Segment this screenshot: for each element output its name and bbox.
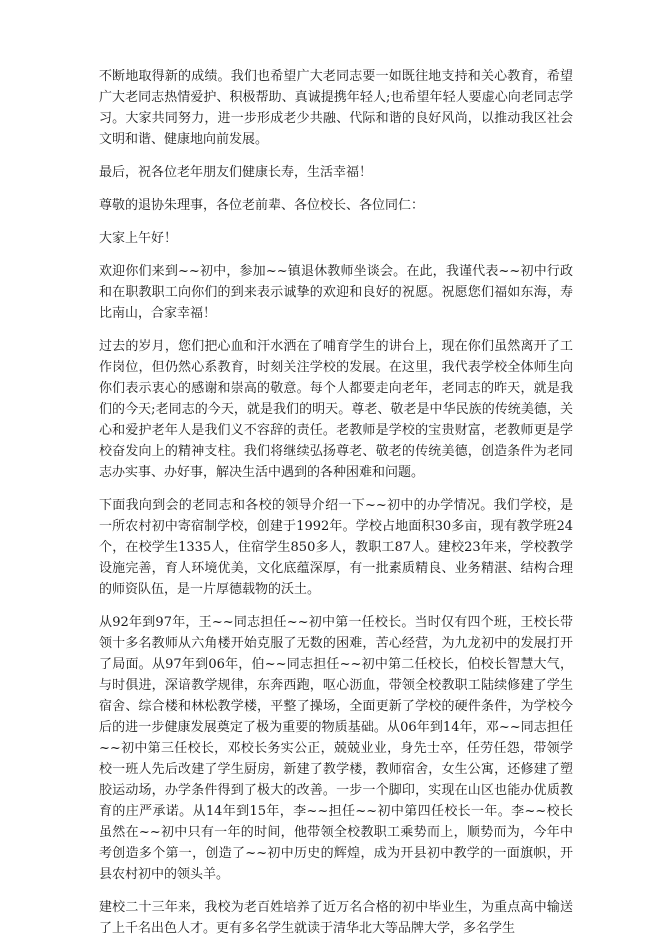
paragraph-principals-history: 从92年到97年，王~~同志担任~~初中第一任校长。当时仅有四个班，王校长带领十多名教师从六角楼开始克服了无数的困难，苦心经营，为九龙初中的发展打开了局面。从97年到06年，伯~~同志担任~~初中第二任校长，伯校长智慧大气，与时俱进，深谙教学规律，东奔西跑，呕心沥血，带领全校教职工陆续修建了学生宿舍、综合楼和林松教学楼，平整了操场，全面更新了学校的硬件条件，为学校今后的进一步健康发展奠定了极为重要的物质基础。从06年到14年，邓~~同志担任~~初中第三任校长，邓校长务实公正，兢兢业业，身先士卒，任劳任怨，带领学校一班人先后改建了学生厨房，新建了教学楼，教师宿舍，女生公寓，还修建了塑胶运动场，办学条件得到了极大的改善。一步一个脚印，实现在山区也能办优质教育的庄严承诺。从14年到15年，李~~担任~~初中第四任校长一年。李~~校长虽然在~~初中只有一年的时间，他带领全校教职工乘势而上，顺势而为，今年中考创造多个第一，创造了~~初中历史的辉煌，成为开县初中教学的一面旗帜，开县农村初中的领头羊。 — [99, 615, 573, 882]
paragraph-closing-hopes: 不断地取得新的成绩。我们也希望广大老同志要一如既往地支持和关心教育，希望广大老同志热情爱护、积极帮助、真诚提携年轻人;也希望年轻人要虚心向老同志学习。大家共同努力，进一步形成老少共融、代际和谐的良好风尚，以推动我区社会文明和谐、健康地向前发展。 — [99, 69, 573, 147]
paragraph-past-years: 过去的岁月，您们把心血和汗水洒在了哺育学生的讲台上，现在你们虽然离开了工作岗位，但仍然心系教育，时刻关注学校的发展。在这里，我代表学校全体师生向你们表示衷心的感谢和崇高的敬意。每个人都要走向老年，老同志的昨天，就是我们的今天;老同志的今天，就是我们的明天。尊老、敬老是中华民族的传统美德，关心和爱护老年人是我们义不容辞的责任。老教师是学校的宝贵财富，老教师更是学校奋发向上的精神支柱。我们将继续弘扬尊老、敬老的传统美德，创造条件为老同志办实事、办好事，解决生活中遇到的各种困难和问题。 — [99, 339, 573, 480]
document-body — [99, 66, 573, 951]
paragraph-school-intro: 下面我向到会的老同志和各校的领导介绍一下~~初中的办学情况。我们学校，是一所农村初中寄宿制学校，创建于1992年。学校占地面积30多亩，现有教学班24个，在校学生1335人，住宿学生850多人，教职工87人。建校23年来，学校教学设施完善，育人环境优美，文化底蕴深厚，有一批素质精良、业务精湛、结构合理的师资队伍，是一片厚德载物的沃土。 — [99, 498, 573, 597]
paragraph-welcome: 欢迎你们来到~~初中，参加~~镇退休教师坐谈会。在此，我谨代表~~初中行政和在职教职工向你们的到来表示诚挚的欢迎和良好的祝愿。祝愿您们福如东海，寿比南山，合家幸福！ — [99, 264, 573, 321]
paragraph-best-wishes: 最后，祝各位老年朋友们健康长寿，生活幸福！ — [99, 165, 373, 180]
paragraph-salutation: 尊敬的退协朱理事，各位老前辈、各位校长、各位同仁： — [99, 198, 425, 213]
paragraph-greeting: 大家上午好！ — [99, 231, 178, 246]
paragraph-achievements: 建校二十三年来，我校为老百姓培养了近万名合格的初中毕业生，为重点高中输送了上千名出色人才。更有多名学生就读于清华北大等品牌大学，多名学生 — [99, 900, 573, 936]
